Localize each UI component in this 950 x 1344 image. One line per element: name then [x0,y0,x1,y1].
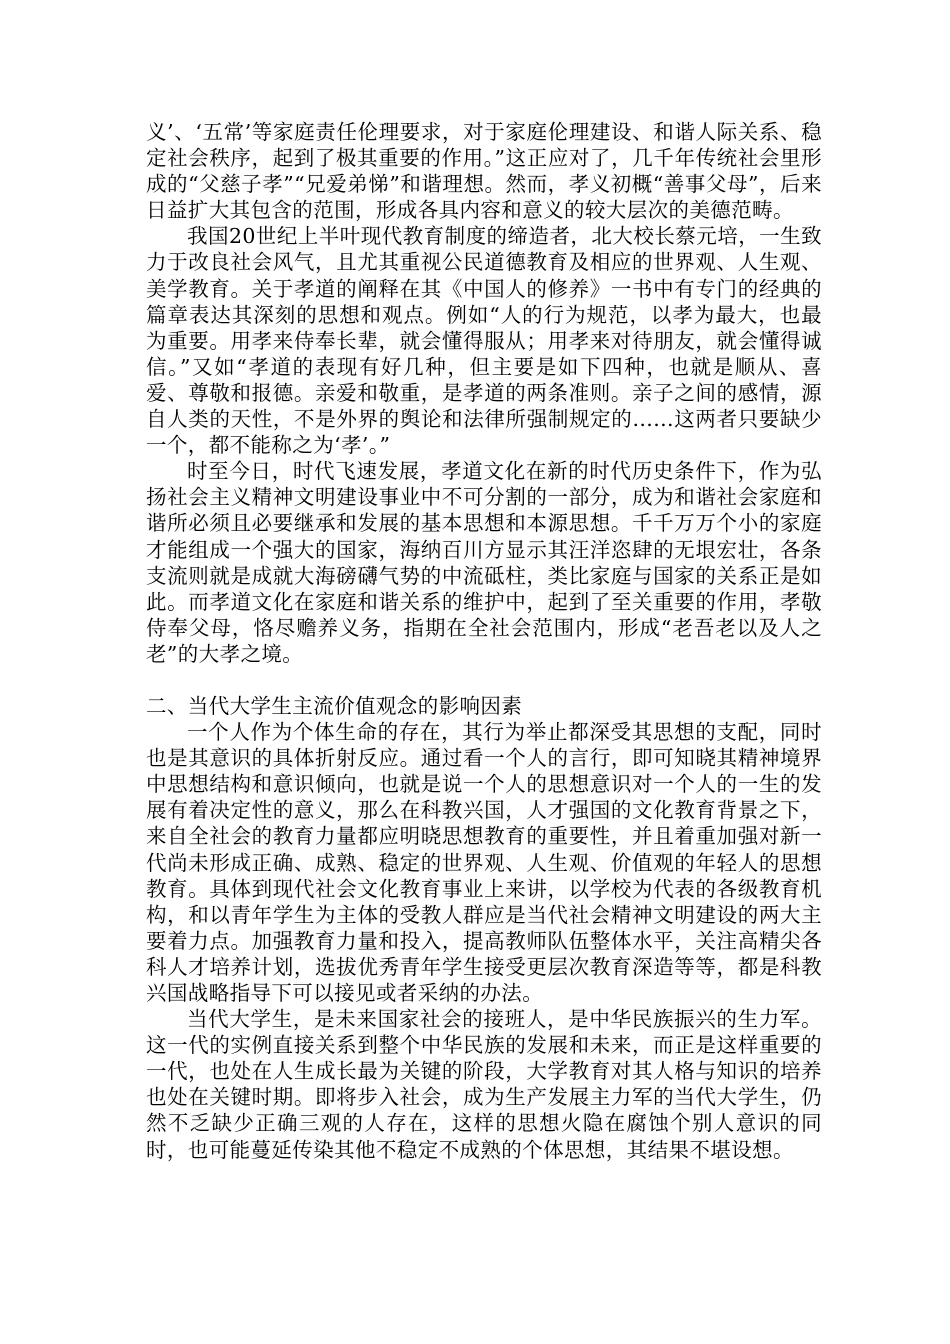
paragraph-cai-yuanpei: 我国20世纪上半叶现代教育制度的缔造者，北大校长蔡元培，一生致力于改良社会风气，且尤其重视公民道德教育及相应的世界观、人生观、美学教育。关于孝道的阐释在其《中国人的修养》一书中有专门的经典的篇章表达其深刻的思想和观点。例如“人的行为规范，以孝为最大，也最为重要。用孝来侍奉长辈，就会懂得服从；用孝来对待朋友，就会懂得诚信。”又如“孝道的表现有好几种，但主要是如下四种，也就是顺从、喜爱、尊敬和报德。亲爱和敬重，是孝道的两条准则。亲子之间的感情，源自人类的天性，不是外界的舆论和法律所强制规定的......这两者只要缺少一个，都不能称之为‘孝’。” [146,224,822,458]
paragraph-modern-era: 时至今日，时代飞速发展，孝道文化在新的时代历史条件下，作为弘扬社会主义精神文明建设事业中不可分割的一部分，成为和谐社会家庭和谐所必须且必要继承和发展的基本思想和本源思想。千千万万个小的家庭才能组成一个强大的国家，海纳百川方显示其汪洋恣肆的无垠宏壮，各条支流则就是成就大海磅礴气势的中流砥柱，类比家庭与国家的关系正是如此。而孝道文化在家庭和谐关系的维护中，起到了至关重要的作用，孝敬侍奉父母，恪尽赡养义务，指期在全社会范围内，形成“老吾老以及人之老”的大孝之境。 [146,459,822,666]
document-page [146,119,822,1163]
paragraph-college-students: 当代大学生，是未来国家社会的接班人，是中华民族振兴的生力军。这一代的实例直接关系到整个中华民族的发展和未来，而正是这样重要的一代，也处在人生成长最为关键的阶段，大学教育对其人格与知识的培养也处在关键时期。即将步入社会，成为生产发展主力军的当代大学生，仍然不乏缺少正确三观的人存在，这样的思想火隐在腐蚀个别人意识的同时，也可能蔓延传染其他不稳定不成熟的个体思想，其结果不堪设想。 [146,1007,822,1162]
paragraph-continuation: 义’、‘五常’等家庭责任伦理要求，对于家庭伦理建设、和谐人际关系、稳定社会秩序，起到了极其重要的作用。”这正应对了，几千年传统社会里形成的“父慈子孝”“兄爱弟悌”和谐理想。然而，孝义初概“善事父母”，后来日益扩大其包含的范围，形成各具内容和意义的较大层次的美德范畴。 [146,120,822,223]
section-heading: 二、当代大学生主流价值观念的影响因素 [146,693,523,718]
paragraph-individual-thought: 一个人作为个体生命的存在，其行为举止都深受其思想的支配，同时也是其意识的具体折射反应。通过看一个人的言行，即可知晓其精神境界中思想结构和意识倾向，也就是说一个人的思想意识对一个人的一生的发展有着决定性的意义，那么在科教兴国，人才强国的文化教育背景之下，来自全社会的教育力量都应明晓思想教育的重要性，并且着重加强对新一代尚未形成正确、成熟、稳定的世界观、人生观、价值观的年轻人的思想教育。具体到现代社会文化教育事业上来讲，以学校为代表的各级教育机构，和以青年学生为主体的受教人群应是当代社会精神文明建设的两大主要着力点。加强教育力量和投入，提高教师队伍整体水平，关注高精尖各科人才培养计划，选拔优秀青年学生接受更层次教育深造等等，都是科教兴国战略指导下可以接见或者采纳的办法。 [146,720,822,1005]
